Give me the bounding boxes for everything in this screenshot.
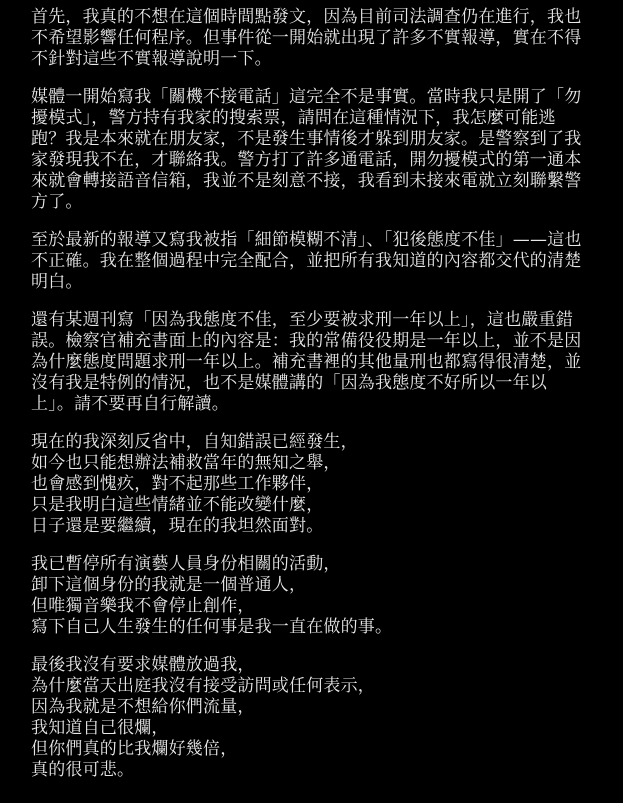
text-line: 不希望影響任何程序。但事件從一開始就出現了許多不實報導，實在不得: [31, 28, 582, 48]
paragraph-sentence-claim: [31, 310, 591, 415]
paragraph-court-process: [31, 7, 591, 70]
text-line: 首先，我真的不想在這個時間點發文，因為目前司法調查仍在進行，我也: [31, 7, 582, 27]
text-line: 為什麼當天出庭我沒有接受訪問或任何表示，: [31, 676, 375, 696]
text-line: 不正確。我在整個過程中完全配合，並把所有我知道的內容都交代的清楚: [31, 251, 582, 271]
text-line: 日子還是要繼續，現在的我坦然面對。: [31, 516, 324, 536]
text-line: 我已暫停所有演藝人員身份相關的活動，: [31, 554, 341, 574]
text-line: 但你們真的比我爛好幾倍，: [31, 739, 238, 759]
text-line: 為什麼態度問題求刑一年以上。補充書裡的其他量刑也都寫得很清楚，並: [31, 352, 582, 372]
paragraph-closing: [31, 655, 591, 781]
paragraph-phone-claim: [31, 87, 591, 213]
text-line: 但唯獨音樂我不會停止創作，: [31, 596, 255, 616]
text-line: 寫下自己人生發生的任何事是我一直在做的事。: [31, 617, 393, 637]
statement-text: [31, 7, 591, 781]
text-line: 媒體一開始寫我「關機不接電話」這完全不是事實。當時我只是開了「勿: [31, 87, 582, 107]
text-line: 最後我沒有要求媒體放過我，: [31, 655, 255, 675]
text-line: 也會感到愧疚，對不起那些工作夥伴，: [31, 474, 324, 494]
text-line: 擾模式」，警方持有我家的搜索票，請問在這種情況下，我怎麼可能逃: [31, 108, 556, 128]
text-line: 因為我就是不想給你們流量，: [31, 697, 255, 717]
text-line: 不針對這些不實報導說明一下。: [31, 49, 272, 69]
text-line: 沒有我是特例的情況，也不是媒體講的「因為我態度不好所以一年以: [31, 373, 547, 393]
text-line: 上」。請不要再自行解讀。: [31, 394, 229, 414]
text-line: 跑？我是本來就在朋友家，不是發生事情後才躲到朋友家。是警察到了我: [31, 129, 582, 149]
text-line: 現在的我深刻反省中，自知錯誤已經發生，: [31, 432, 358, 452]
text-line: 來就會轉接語音信箱，我並不是刻意不接，我看到未接來電就立刻聯繫警: [31, 171, 582, 191]
text-line: 家發現我不在，才聯絡我。警方打了許多通電話，開勿擾模式的第一通本: [31, 150, 582, 170]
text-line: 至於最新的報導又寫我被指「細節模糊不清」、「犯後態度不佳」——這也: [31, 230, 582, 250]
text-line: 方了。: [31, 192, 83, 212]
text-line: 還有某週刊寫「因為我態度不佳，至少要被求刑一年以上」，這也嚴重錯: [31, 310, 573, 330]
text-line: 只是我明白這些情緒並不能改變什麼，: [31, 495, 324, 515]
text-line: 明白。: [31, 272, 83, 292]
text-line: 我知道自己很爛，: [31, 718, 169, 738]
paragraph-activities-paused: [31, 554, 591, 638]
text-line: 誤。檢察官補充書面上的內容是：我的常備役役期是一年以上，並不是因: [31, 331, 582, 351]
text-line: 卸下這個身份的我就是一個普通人，: [31, 575, 307, 595]
paragraph-reflection: [31, 432, 591, 537]
text-line: 真的很可悲。: [31, 760, 135, 780]
paragraph-attitude-claim: [31, 230, 591, 293]
text-line: 如今也只能想辦法補救當年的無知之舉，: [31, 453, 341, 473]
